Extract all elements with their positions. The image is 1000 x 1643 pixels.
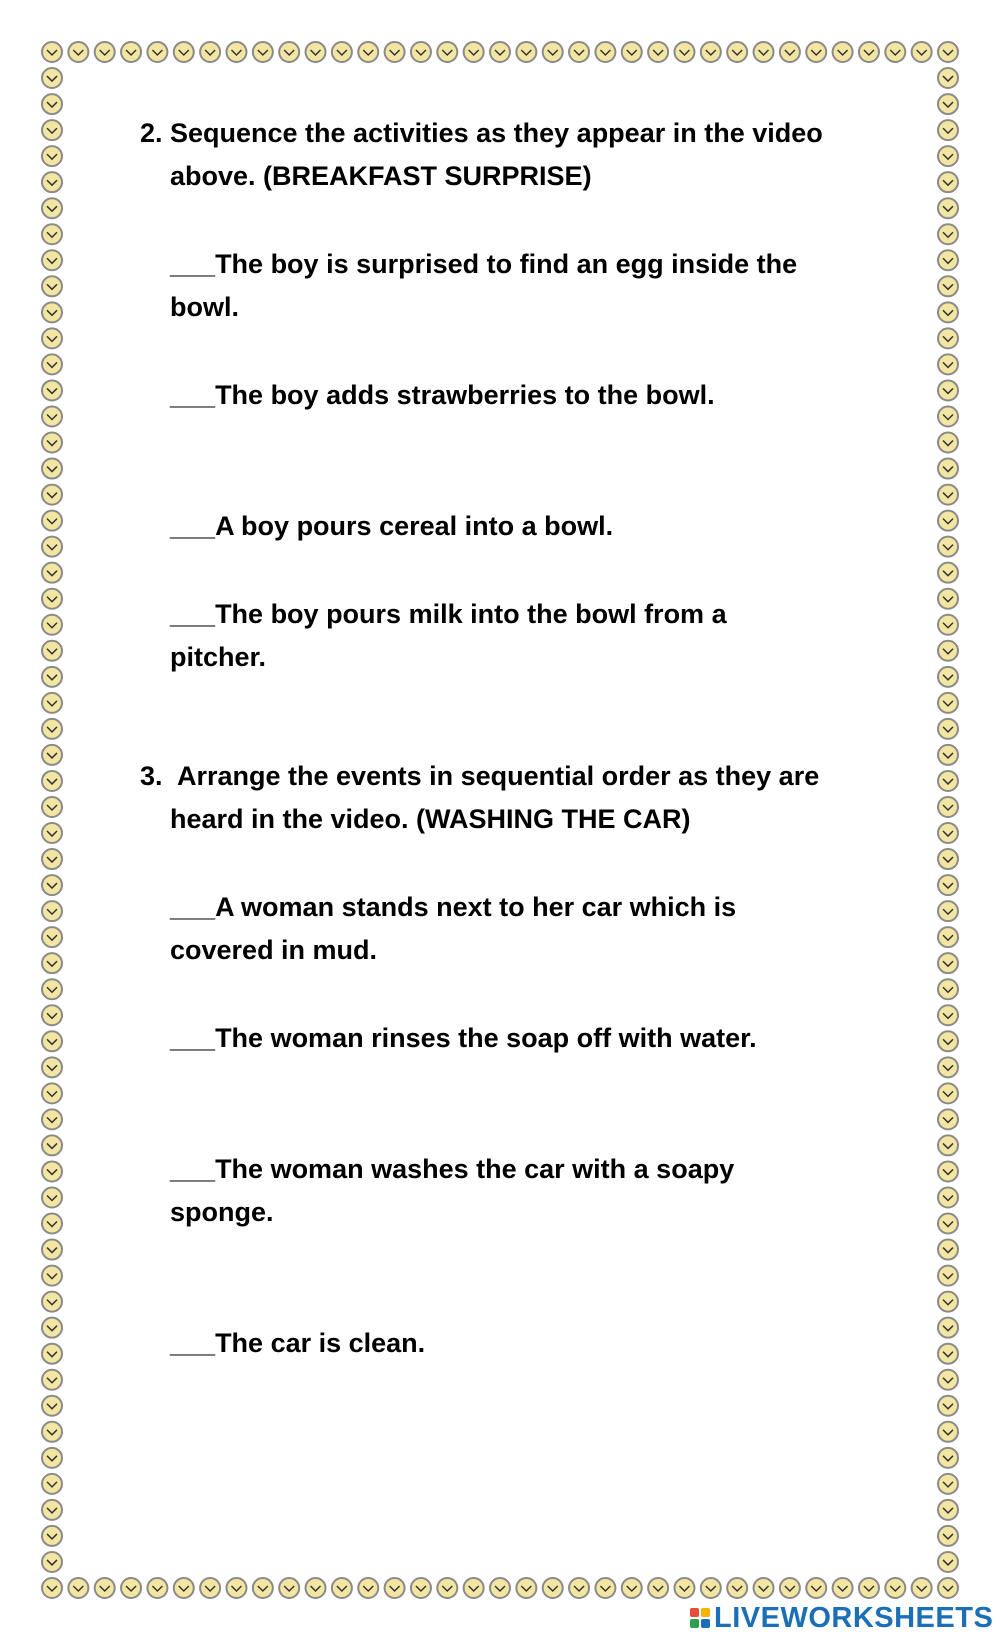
question-2-prompt-line1: Sequence the activities as they appear in the video: [170, 118, 823, 148]
q2-item-4: [170, 591, 727, 637]
question-2-number: 2.: [140, 118, 163, 148]
q3-item-4-blank[interactable]: ___: [170, 1328, 216, 1358]
q3-item-3-text: The woman washes the car with a soapy: [215, 1154, 735, 1184]
q2-item-3-text: A boy pours cereal into a bowl.: [215, 511, 614, 541]
q2-item-1-line2: bowl.: [170, 292, 239, 322]
q2-item-4-line2: pitcher.: [170, 642, 267, 672]
q3-item-1-text: A woman stands next to her car which is: [215, 892, 737, 922]
q2-item-2: [170, 372, 715, 418]
q2-item-1-text: The boy is surprised to find an egg inside the: [215, 249, 798, 279]
question-3-prompt-line2: heard in the video. (WASHING THE CAR): [170, 804, 691, 834]
q3-item-3-blank[interactable]: ___: [170, 1154, 216, 1184]
liveworksheets-logo[interactable]: [690, 1598, 993, 1638]
q3-item-4: [170, 1320, 425, 1366]
q3-item-2: [170, 1015, 757, 1061]
q2-item-1: [170, 241, 797, 287]
q3-item-2-blank[interactable]: ___: [170, 1023, 216, 1053]
q3-item-4-text: The car is clean.: [215, 1328, 426, 1358]
q3-item-3: [170, 1146, 734, 1192]
question-3-number: 3.: [140, 761, 163, 791]
q2-item-2-blank[interactable]: ___: [170, 380, 216, 410]
q2-item-4-blank[interactable]: ___: [170, 599, 216, 629]
q3-item-1: [170, 884, 736, 930]
q3-item-2-text: The woman rinses the soap off with water.: [215, 1023, 757, 1053]
q2-item-3-blank[interactable]: ___: [170, 511, 216, 541]
q3-item-3-line2: sponge.: [170, 1197, 274, 1227]
q3-item-1-blank[interactable]: ___: [170, 892, 216, 922]
question-3-prompt-line1: Arrange the events in sequential order as they are: [177, 761, 820, 791]
q2-item-3: [170, 503, 613, 549]
logo-text: LIVEWORKSHEETS: [714, 1601, 994, 1634]
logo-grid-icon: [690, 1608, 710, 1628]
q3-item-1-line2: covered in mud.: [170, 935, 378, 965]
q2-item-2-text: The boy adds strawberries to the bowl.: [215, 380, 715, 410]
q2-item-1-blank[interactable]: ___: [170, 249, 216, 279]
q2-item-4-text: The boy pours milk into the bowl from a: [215, 599, 727, 629]
question-2-prompt-line2: above. (BREAKFAST SURPRISE): [170, 161, 592, 191]
